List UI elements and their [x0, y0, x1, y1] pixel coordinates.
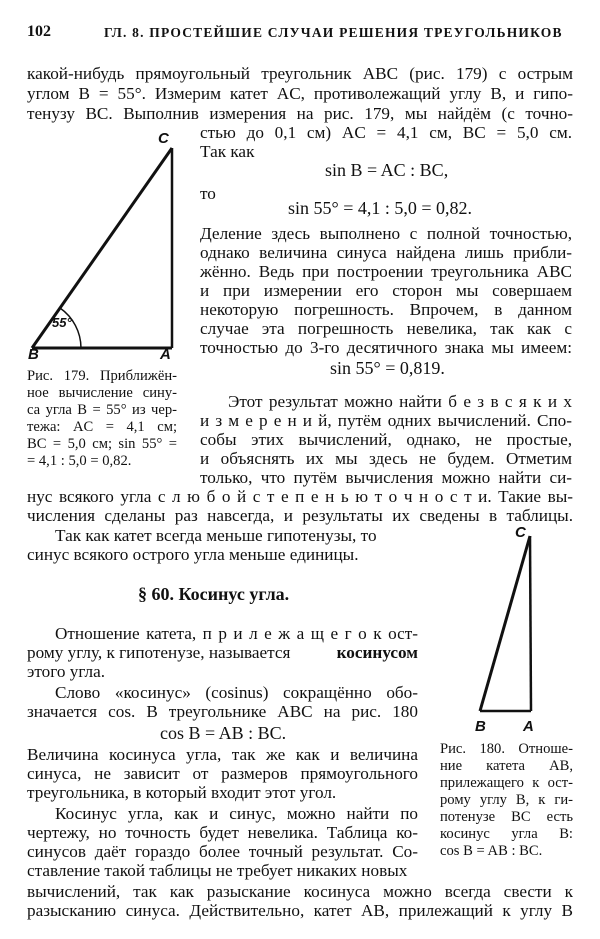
- figure-179-caption-line: тежа: AC = 4,1 см;: [27, 419, 177, 435]
- figure-179-caption-line: са угла B = 55° из чер-: [27, 402, 177, 418]
- figure-180-triangle: [470, 528, 550, 718]
- text-fragment: рому углу, к гипотенузе, называется: [27, 643, 291, 662]
- figure-180-caption-line: ние катета AB,: [440, 758, 573, 774]
- text-line: чертежу, но точность будет невелика. Таблица ко-: [27, 823, 418, 842]
- text-line: и з м е р е н и й, путём одних вычислений. Спо-: [200, 411, 572, 430]
- figure-180-caption-line: рому углу B, к ги-: [440, 792, 573, 808]
- formula-sin-definition: sin B = AC : BC,: [325, 160, 449, 180]
- text-line: собы этих вычислений, однако, не простые,: [200, 430, 572, 449]
- text-line: точностью до 3-го десятичного знака мы имеем:: [200, 338, 572, 357]
- text-line: жённо. Ведь при построении треугольника ABC: [200, 262, 572, 281]
- figure-180-caption-line: косинус угла B:: [440, 826, 573, 842]
- text-line: разысканию синуса. Действительно, катет AB, прилежащий к углу B: [27, 901, 573, 920]
- text-line: этого угла.: [27, 662, 106, 681]
- text-line: Величина косинуса угла, так же как и величина: [27, 745, 418, 764]
- text-line: некоторую погрешность. Впрочем, в данном: [200, 300, 572, 319]
- text-line: Так как катет всегда меньше гипотенузы, то: [55, 526, 377, 545]
- vertex-label-b: B: [475, 718, 486, 735]
- vertex-label-b: B: [28, 346, 39, 363]
- text-line: треугольника, в который входит этот угол.: [27, 783, 337, 802]
- vertex-label-c: C: [515, 524, 526, 541]
- figure-179-caption-line: = 4,1 : 5,0 = 0,82.: [27, 453, 132, 469]
- figure-180-caption-line: потенузе BC есть: [440, 809, 573, 825]
- formula-sin55-precise: sin 55° = 0,819.: [330, 358, 445, 378]
- figure-179-caption-line: BC = 5,0 см; sin 55° =: [27, 436, 177, 452]
- text-line: Слово «косинус» (cosinus) сокращённо обо-: [55, 683, 418, 702]
- text-line: какой-нибудь прямоугольный треугольник ABC (рис. 179) с острым: [27, 64, 573, 83]
- text-line: Отношение катета, п р и л е ж а щ е г о к ост-: [55, 624, 418, 643]
- text-line: однако величина синуса найдена лишь прибли-: [200, 243, 572, 262]
- figure-180-caption-line: Рис. 180. Отноше-: [440, 741, 573, 757]
- text-line: синус всякого острого угла меньше единицы.: [27, 545, 359, 564]
- angle-label: 55°: [52, 315, 72, 330]
- vertex-label-c: C: [158, 130, 169, 147]
- page-number: 102: [27, 23, 51, 40]
- text-line: стью до 0,1 см) AC = 4,1 см, BC = 5,0 см.: [200, 123, 572, 142]
- figure-180-caption-line: cos B = AB : BC.: [440, 843, 543, 859]
- figure-179-caption-line: ное вычисление сину-: [27, 385, 177, 401]
- text-line: вычислений, так как разыскание косинуса можно всегда свести к: [27, 882, 573, 901]
- text-line: и при измерении его сторон мы совершаем: [200, 281, 572, 300]
- text-line-with-term: [27, 643, 418, 663]
- text-line: то: [200, 184, 216, 203]
- defined-term: косинусом: [336, 643, 418, 662]
- text-line: углом B = 55°. Измерим катет AC, противолежащий углу B, и гипо-: [27, 84, 573, 103]
- text-line: нус всякого угла с л ю б о й с т е п е н ь ю т о ч н о с т и. Такие вы-: [27, 487, 573, 506]
- figure-179-caption-line: Рис. 179. Приближён-: [27, 368, 177, 384]
- text-line: синуса, не зависит от размеров прямоугольного: [27, 764, 418, 783]
- text-line: синусов даёт гораздо более точный результат. Со-: [27, 842, 418, 861]
- formula-cos-definition: cos B = AB : BC.: [160, 723, 287, 743]
- vertex-label-a: A: [523, 718, 534, 735]
- text-line: Косинус угла, как и синус, можно найти по: [55, 804, 418, 823]
- text-line: тенузу BC. Выполнив измерения на рис. 179, мы найдём (с точно-: [27, 104, 573, 123]
- text-line: Деление здесь выполнено с полной точностью,: [200, 224, 572, 243]
- text-line: ставление такой таблицы не требует никаких новых: [27, 861, 408, 880]
- text-line: и объяснять их мы здесь не будем. Отметим: [200, 449, 572, 468]
- figure-180-caption-line: прилежащего к ост-: [440, 775, 573, 791]
- section-heading: § 60. Косинус угла.: [138, 584, 290, 604]
- figure-179-triangle: [24, 138, 184, 360]
- text-line: Этот результат можно найти б е з в с я к и х: [228, 392, 572, 411]
- text-line: значается cos. В треугольнике ABC на рис. 180: [27, 702, 418, 721]
- text-line: Так как: [200, 142, 255, 161]
- formula-sin55-approx: sin 55° = 4,1 : 5,0 = 0,82.: [288, 198, 473, 218]
- text-line: числения сделаны раз навсегда, и результаты их сведены в таблицы.: [27, 506, 573, 525]
- running-title: ГЛ. 8. ПРОСТЕЙШИЕ СЛУЧАИ РЕШЕНИЯ ТРЕУГОЛЬНИКОВ: [104, 25, 563, 40]
- text-line: случае эта погрешность невелика, так как с: [200, 319, 572, 338]
- text-line: только, что путём вычисления можно найти си-: [200, 468, 572, 487]
- vertex-label-a: A: [160, 346, 171, 363]
